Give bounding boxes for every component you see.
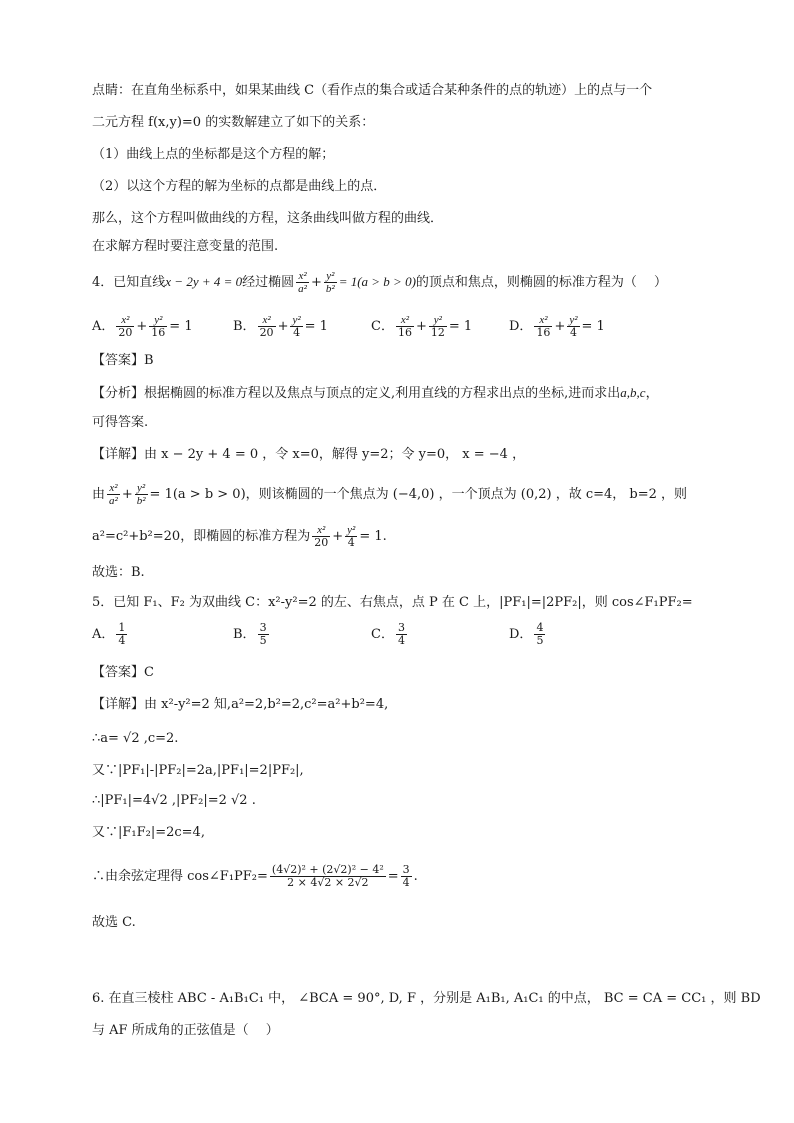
note-line-2: 二元方程 f(x,y)=0 的实数解建立了如下的关系： [92,115,375,130]
q4-analysis-text: 根据椭圆的标准方程以及焦点与顶点的定义,利用直线的方程求出点的坐标,进而求出 [144,386,621,401]
note-line-4: （2）以这个方程的解为坐标的点都是曲线上的点． [92,179,387,194]
q4-frac-y: $\frac{\text{y²}}{\text{b²}}$ [325,270,335,295]
q4-ellipse-cond: = 1(a > b > 0) [338,274,416,289]
q4-option-a: A． $\frac{\text{x²}}{20}$ + $\frac{\text{y²}}{16}$ = 1 [92,314,193,339]
q5-option-b: B． $\frac{3}{5}$ [233,621,267,647]
q4-detail-2: 由 $\frac{\text{x²}}{\text{a²}}$ + $\frac{\text{y²}}{\text{b²}}$ = 1(a > b > 0)，则该椭圆的一个焦点为 (−4,0) ，一个顶点为 (0,2) ，故 c=4， b=2 ，则 [92,482,688,507]
q5-option-a: A． $\frac{1}{4}$ [92,621,126,647]
q4-stem-prefix: 4．已知直线 [92,275,166,290]
q4-detail-1-text: 由 x − 2y + 4 = 0 ，令 x=0，解得 y=2；令 y=0， x = −4 ， [144,447,526,462]
q4-option-c: C． $\frac{\text{x²}}{16}$ + $\frac{\text{y²}}{12}$ = 1 [371,314,473,339]
note-line-6: 在求解方程时要注意变量的范围. [92,239,279,254]
q4-analysis-vars: a,b,c [620,385,646,400]
q5-stem: 5．已知 F₁、F₂ 为双曲线 C：x²-y²=2 的左、右焦点，点 P 在 C 上，|PF₁|=|2PF₂|，则 cos∠F₁PF₂= [92,595,693,610]
q5-detail-6: ∴由余弦定理得 cos∠F₁PF₂= $\frac{\text{(4√2)² + (2√2)² − 4²}}{2 \times 4√2 \times 2√2}$ = $\frac{3}{4}$ . [92,863,418,889]
q5-answer-value: C [144,665,154,680]
answer-tag: 【答案】 [92,665,145,680]
q4-conclusion: 故选：B. [92,565,145,580]
note-line-5: 那么，这个方程叫做曲线的方程，这条曲线叫做方程的曲线． [92,211,444,226]
analysis-tag: 【分析】 [92,386,145,401]
q5-answer [92,664,154,682]
q4-analysis: 【分析】根据椭圆的标准方程以及焦点与顶点的定义,利用直线的方程求出点的坐标,进而求出a,b,c， [92,385,659,401]
q4-answer [92,352,154,370]
q4-analysis-2: 可得答案. [92,415,149,430]
q4-stem: 4．已知直线x − 2y + 4 = 0经过椭圆 $\frac{\text{x²}}{\text{a²}}$ + $\frac{\text{y²}}{\text{b²}}$ = 1(a > b > 0)的顶点和焦点，则椭圆的标准方程为（ ） [92,270,668,295]
note-line-1: 点睛：在直角坐标系中，如果某曲线 C（看作点的集合或适合某种条件的点的轨迹）上的点与一个 [92,83,653,98]
detail-tag: 【详解】 [92,447,145,462]
q5-option-c: C． $\frac{3}{4}$ [371,621,405,647]
q4-option-b: B． $\frac{\text{x²}}{20}$ + $\frac{\text{y²}}{4}$ = 1 [233,314,328,339]
answer-tag: 【答案】 [92,353,145,368]
detail-tag: 【详解】 [92,697,145,712]
q5-option-d: D． $\frac{4}{5}$ [509,621,544,647]
q5-detail-3: 又∵|PF₁|-|PF₂|=2a,|PF₁|=2|PF₂|, [92,763,304,778]
q5-detail-2: ∴a= √2 ,c=2. [92,731,179,746]
q6-stem-1: 6. 在直三棱柱 ABC - A₁B₁C₁ 中， ∠BCA = 90°, D, F ，分别是 A₁B₁, A₁C₁ 的中点， BC = CA = CC₁ ，则 BD [92,991,761,1006]
q4-detail-1 [92,446,525,464]
q6-stem-2: 与 AF 所成角的正弦值是（ ） [92,1023,279,1038]
q4-detail-3: a²=c²+b²=20，即椭圆的标准方程为 $\frac{\text{x²}}{20}$ + $\frac{\text{y²}}{4}$ = 1. [92,524,387,549]
q4-option-d: D． $\frac{\text{x²}}{16}$ + $\frac{\text{y²}}{4}$ = 1 [509,314,605,339]
q4-stem-suffix: 的顶点和焦点，则椭圆的标准方程为（ ） [415,275,668,290]
q5-conclusion: 故选 C. [92,915,136,930]
note-line-3: （1）曲线上点的坐标都是这个方程的解； [92,147,335,162]
q4-line-equation: x − 2y + 4 = 0 [165,274,243,289]
q4-stem-mid: 经过椭圆 [242,275,295,290]
q5-detail-5: 又∵|F₁F₂|=2c=4, [92,825,205,840]
q5-detail-4: ∴|PF₁|=4√2 ,|PF₂|=2 √2 . [92,793,256,808]
q5-detail-1: 【详解】由 x²-y²=2 知,a²=2,b²=2,c²=a²+b²=4, [92,697,389,712]
q4-answer-value: B [144,353,154,368]
q4-detail-2-text: = 1(a > b > 0)，则该椭圆的一个焦点为 (−4,0) ，一个顶点为 (0,2) ，故 c=4， b=2 ，则 [149,487,688,502]
q4-frac-x: $\frac{\text{x²}}{\text{a²}}$ [298,270,307,295]
